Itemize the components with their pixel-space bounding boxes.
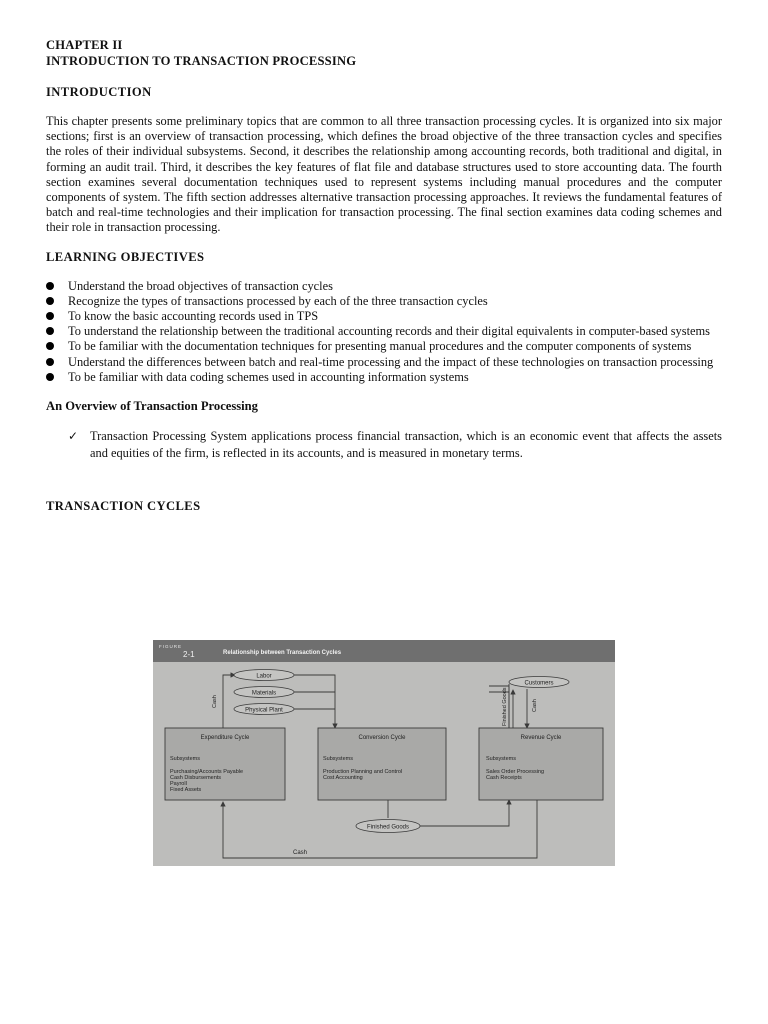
- cash-label-bottom: Cash: [293, 850, 308, 856]
- bullet-icon: [46, 373, 54, 381]
- chapter-title: INTRODUCTION TO TRANSACTION PROCESSING: [46, 53, 357, 68]
- conversion-cycle-box: [318, 728, 446, 800]
- expenditure-cycle-box: [165, 728, 285, 800]
- bullet-icon: [46, 342, 54, 350]
- customers-label: Customers: [524, 680, 554, 687]
- svg-text:Revenue Cycle: Revenue Cycle: [520, 735, 562, 741]
- svg-text:Sales Order Processing: Sales Order Processing: [486, 769, 545, 775]
- list-item: Recognize the types of transactions processed by each of the three transaction cycles: [46, 294, 722, 309]
- cash-label-left: Cash: [212, 695, 218, 708]
- bullet-icon: [46, 312, 54, 320]
- figure-number: 2-1: [183, 650, 195, 659]
- svg-text:Cash Receipts: Cash Receipts: [486, 775, 522, 781]
- figure-title: Relationship between Transaction Cycles: [223, 650, 342, 656]
- list-item: Understand the broad objectives of transaction cycles: [46, 279, 722, 294]
- svg-text:Expenditure Cycle: Expenditure Cycle: [200, 735, 250, 741]
- svg-text:Fixed Assets: Fixed Assets: [170, 787, 202, 793]
- finished-goods-flow-label: Finished Goods: [502, 687, 508, 726]
- bullet-icon: [46, 282, 54, 290]
- finished-goods-label: Finished Goods: [366, 824, 410, 831]
- list-item: Understand the differences between batch and real-time processing and the impact of these technologies on transaction processing: [46, 355, 722, 370]
- chapter-number: CHAPTER II: [46, 38, 123, 52]
- inputs-group: [234, 670, 294, 715]
- input-materials: Materials: [251, 690, 277, 697]
- list-item: To be familiar with data coding schemes used in accounting information systems: [46, 370, 722, 385]
- svg-text:Purchasing/Accounts Payable: Purchasing/Accounts Payable: [170, 769, 244, 775]
- revenue-cycle-box: [479, 728, 603, 800]
- checkmark-icon: ✓: [68, 429, 79, 444]
- svg-text:Cost Accounting: Cost Accounting: [323, 775, 363, 781]
- svg-text:Conversion Cycle: Conversion Cycle: [358, 735, 406, 741]
- svg-text:Subsystems: Subsystems: [486, 756, 516, 762]
- svg-text:Payroll: Payroll: [170, 781, 187, 787]
- figure-label: FIGURE: [159, 644, 183, 649]
- bullet-icon: [46, 358, 54, 366]
- learning-objectives-heading: LEARNING OBJECTIVES: [46, 249, 205, 264]
- svg-text:Subsystems: Subsystems: [170, 756, 200, 762]
- overview-check-item: ✓ Transaction Processing System applications process financial transaction, which is an economic event that affects the assets and equities of the firm, is reflected in its accounts, and is measured in monetary terms.: [68, 429, 722, 460]
- list-item: To be familiar with the documentation techniques for presenting manual procedures and the computer components of systems: [46, 339, 722, 354]
- introduction-heading: INTRODUCTION: [46, 85, 152, 99]
- list-item: To understand the relationship between the traditional accounting records and their digital equivalents in computer-based systems: [46, 324, 722, 339]
- transaction-cycles-heading: TRANSACTION CYCLES: [46, 499, 201, 514]
- bullet-icon: [46, 297, 54, 305]
- introduction-paragraph: This chapter presents some preliminary topics that are common to all three transaction processing cycles. It is organized into six major sections; first is an overview of transaction processing, which defines the broad objective of the three transaction cycles and specifies the roles of their individual subsystems. Second, it describes the relationship among accounting records, both traditional and digital, in forming an audit trail. Third, it describes the key features of flat file and database structures used to store accounting data. The fourth section examines several documentation techniques used to represent systems including manual procedures and the computer components of system. The fifth section addresses alternative transaction processing approaches. It reviews the fundamental features of batch and real-time technologies and their implication for transaction processing. The final section examines data coding schemes and their role in transaction processing.: [46, 114, 722, 235]
- svg-text:Production Planning and Contro: Production Planning and Control: [323, 769, 403, 775]
- overview-heading: An Overview of Transaction Processing: [46, 399, 258, 414]
- list-item: To know the basic accounting records used in TPS: [46, 309, 722, 324]
- input-physical-plant: Physical Plant: [245, 707, 283, 714]
- svg-text:Cash Disbursements: Cash Disbursements: [170, 775, 222, 781]
- input-labor: Labor: [256, 673, 272, 680]
- cash-label-right: Cash: [532, 699, 538, 712]
- bullet-icon: [46, 327, 54, 335]
- transaction-cycles-figure: [153, 640, 615, 866]
- svg-text:Subsystems: Subsystems: [323, 756, 353, 762]
- learning-objectives-list: [46, 279, 722, 385]
- document-page: [46, 38, 722, 514]
